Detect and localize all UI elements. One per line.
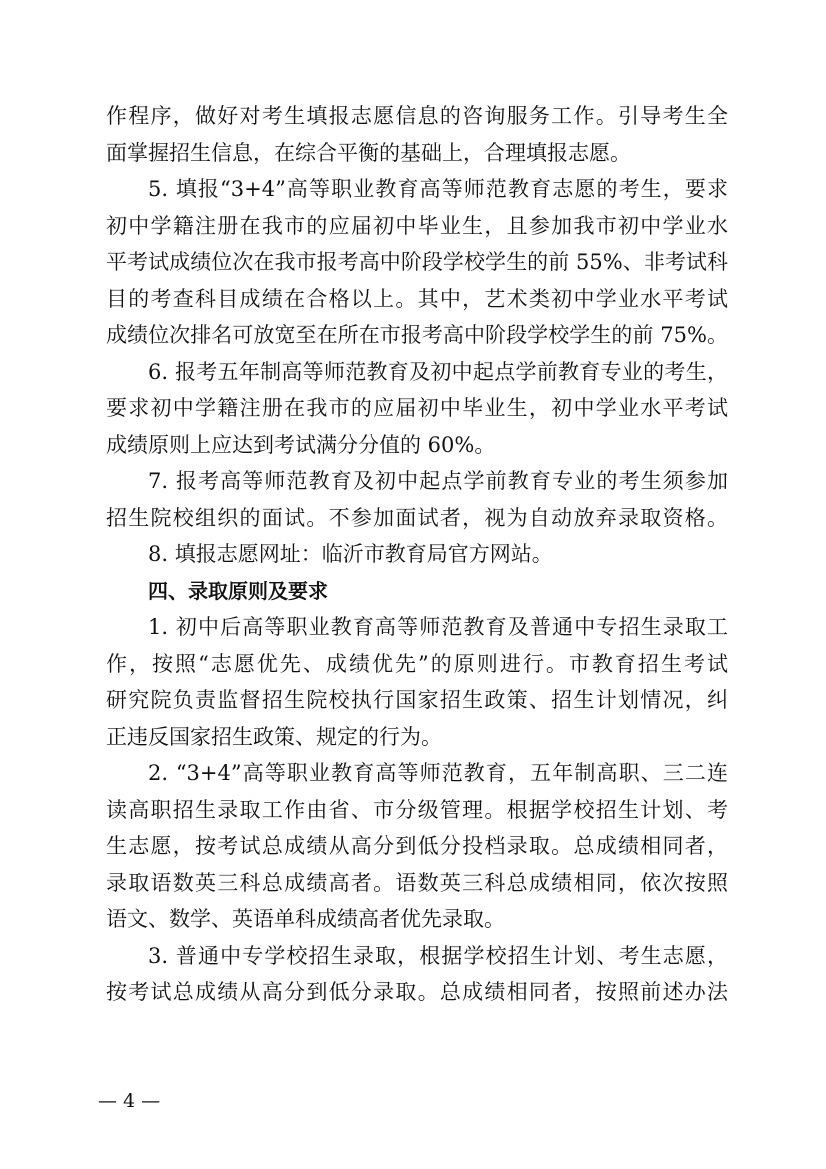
text-line: 6. 报考五年制高等师范教育及初中起点学前教育专业的考生， [148,359,728,384]
document-body [106,98,728,1011]
paragraph-rule-2 [106,755,728,938]
section-heading-text: 四、录取原则及要求 [148,578,328,603]
text-line: 读高职招生录取工作由省、市分级管理。根据学校招生计划、考 [106,797,728,822]
text-line: 面掌握招生信息，在综合平衡的基础上，合理填报志愿。 [106,140,631,165]
text-line: 8. 填报志愿网址：临沂市教育局官方网站。 [148,542,553,566]
text-line: 要求初中学籍注册在我市的应届初中毕业生，初中学业水平考试 [106,396,728,420]
text-line: 招生院校组织的面试。不参加面试者，视为自动放弃录取资格。 [106,505,728,530]
text-line: 成绩原则上应达到考试满分分值的 60%。 [106,432,496,457]
text-line: 生志愿，按考试总成绩从高分到低分投档录取。总成绩相同者， [106,834,728,858]
paragraph-rule-3 [106,938,728,1011]
page-number: — 4 — [98,1090,161,1112]
text-line: 7. 报考高等师范教育及初中起点学前教育专业的考生须参加 [148,469,728,493]
section-heading [106,573,728,610]
text-line: 5. 填报“3+4”高等职业教育高等师范教育志愿的考生，要求 [148,177,728,201]
text-line: 3. 普通中专学校招生录取，根据学校招生计划、考生志愿， [148,943,728,968]
text-line: 按考试总成绩从高分到低分录取。总成绩相同者，按照前述办法 [106,980,728,1004]
paragraph-item-7 [106,463,728,536]
text-line: 1. 初中后高等职业教育高等师范教育及普通中专招生录取工 [148,615,728,639]
text-line: 初中学籍注册在我市的应届初中毕业生，且参加我市初中学业水 [106,213,728,238]
paragraph-continuation [106,98,728,171]
text-line: 平考试成绩位次在我市报考高中阶段学校学生的前 55%、非考试科 [106,250,728,274]
text-line: 研究院负责监督招生院校执行国家招生政策、招生计划情况，纠 [106,688,728,712]
paragraph-rule-1 [106,609,728,755]
text-line: 录取语数英三科总成绩高者。语数英三科总成绩相同，依次按照 [106,870,728,895]
text-line: 2. “3+4”高等职业教育高等师范教育，五年制高职、三二连 [148,761,728,785]
text-line: 目的考查科目成绩在合格以上。其中，艺术类初中学业水平考试 [106,286,728,311]
text-line: 正违反国家招生政策、规定的行为。 [106,724,442,749]
text-line: 成绩位次排名可放宽至在所在市报考高中阶段学校学生的前 75%。 [106,323,728,347]
text-line: 作，按照“志愿优先、成绩优先”的原则进行。市教育招生考试 [106,651,728,676]
text-line: 语文、数学、英语单科成绩高者优先录取。 [106,907,505,931]
paragraph-item-8 [106,536,728,573]
paragraph-item-5 [106,171,728,354]
text-line: 作程序，做好对考生填报志愿信息的咨询服务工作。引导考生全 [106,104,728,128]
paragraph-item-6 [106,354,728,464]
